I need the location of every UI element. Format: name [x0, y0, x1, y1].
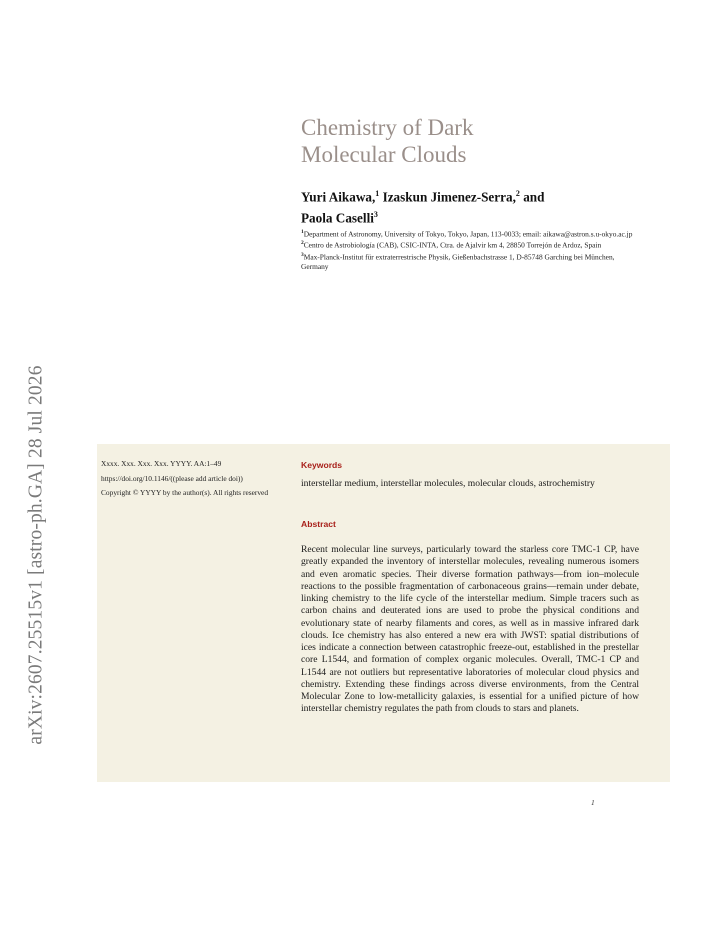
keywords-heading: Keywords — [301, 460, 343, 470]
page-number: 1 — [591, 798, 595, 807]
arxiv-identifier-text: arXiv:2607.25515v1 [astro-ph.GA] 28 Jul 2026 — [26, 365, 48, 745]
author-3-affil: 3 — [373, 210, 378, 220]
author-3: Paola Caselli — [301, 210, 374, 226]
abstract-text: Recent molecular line surveys, particularly toward the starless core TMC-1 CP, have greatly expanded the inventory of interstellar molecules, revealing numerous isomers and even aromatic species. Their diverse formation pathways—from ion–molecule reactions to the possible fragmentation of carbonaceous grains—remain under debate, linking chemistry to the life cycle of the interstellar medium. Simple tracers such as carbon chains and deuterated ions are used to probe the physical conditions and evolutionary state of nearby filaments and cores, as well as in massive infrared dark clouds. Ice chemistry has also entered a new era with JWST: spatial distributions of ices indicate a connection between catastrophic freeze-out, established in the prestellar core L1544, and formation of complex organic molecules. Overall, TMC-1 CP and L1544 are not outliers but representative laboratories of molecular cloud physics and chemistry. Extending these findings across diverse environments, from the Central Molecular Zone to low-metallicity galaxies, is essential for a unified picture of how interstellar chemistry regulates the path from clouds to stars and planets. — [301, 544, 639, 715]
affiliation: $^2$Centro de Astrobiología (CAB), CSIC-INTA, Ctra. de Ajalvir km 4, 28850 Torrejón de Ardoz, Spain — [301, 240, 602, 250]
affiliation: $^1$Department of Astronomy, University of Tokyo, Tokyo, Japan, 113-0033; email: aikawa@astron.s.u-okyo.ac.jp — [301, 229, 633, 239]
keywords-text: interstellar medium, interstellar molecules, molecular clouds, astrochemistry — [301, 478, 595, 489]
arxiv-identifier — [17, 325, 57, 785]
affiliation: $^3$Max-Planck-Institut für extraterrestrische Physik, Gießenbachstrasse 1, D-85748 Garching bei München, Germany — [301, 251, 615, 271]
publication-meta — [101, 459, 271, 503]
copyright-notice: Copyright © YYYY by the author(s). All rights reserved — [101, 488, 269, 498]
paper-title — [301, 114, 641, 168]
affiliations — [301, 228, 641, 272]
title-line-2: Molecular Clouds — [301, 142, 467, 167]
author-2: Izaskun Jimenez-Serra, — [379, 189, 516, 205]
author-list — [301, 185, 641, 228]
title-line-1: Chemistry of Dark — [301, 115, 474, 140]
author-2-affil: 2 — [515, 189, 520, 198]
author-1: Yuri Aikawa, — [301, 189, 376, 205]
author-1-affil: 1 — [375, 189, 380, 198]
doi-link[interactable]: https://doi.org/10.1146/((please add article doi)) — [101, 473, 243, 483]
journal-citation: Xxxx. Xxx. Xxx. Xxx. YYYY. AA:1–49 — [101, 459, 222, 468]
author-and: and — [519, 189, 545, 205]
abstract-heading: Abstract — [301, 519, 336, 529]
